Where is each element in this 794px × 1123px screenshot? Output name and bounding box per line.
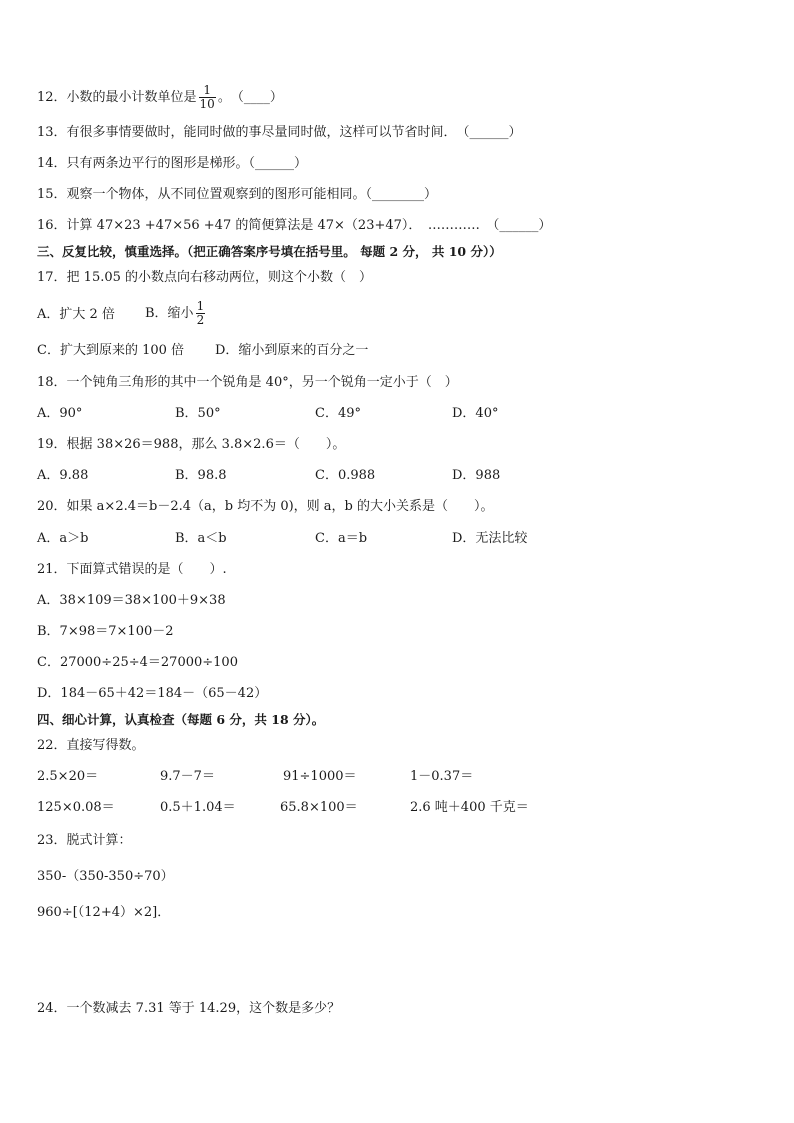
q19-option-a: A．9.88	[37, 468, 89, 483]
q19-option-d: D．988	[452, 468, 501, 483]
question-17-stem: 17．把 15.05 的小数点向右移动两位，则这个小数（ ）	[37, 270, 373, 285]
question-13: 13．有很多事情要做时，能同时做的事尽量同时做，这样可以节省时间． （______）	[37, 125, 522, 140]
q18-option-b: B．50°	[175, 406, 221, 421]
q20-option-c: C．a＝b	[315, 531, 368, 546]
q22-item: 0.5＋1.04＝	[160, 800, 236, 815]
question-15: 15．观察一个物体，从不同位置观察到的图形可能相同。（________）	[37, 187, 438, 202]
q18-option-d: D．40°	[452, 406, 499, 421]
fraction-one-tenth	[199, 84, 216, 111]
q12-prefix: 12．小数的最小计数单位是	[37, 90, 197, 105]
fraction-numerator: 1	[199, 84, 216, 98]
q22-item: 2.6 吨＋400 千克＝	[410, 800, 529, 815]
fraction-denominator: 2	[196, 313, 205, 327]
q18-option-a: A．90°	[37, 406, 83, 421]
question-24: 24．一个数减去 7.31 等于 14.29，这个数是多少？	[37, 1001, 341, 1016]
question-16: 16．计算 47×23 +47×56 +47 的简便算法是 47×（23+47）． ………… （______）	[37, 218, 552, 233]
question-20-stem: 20．如果 a×2.4＝b－2.4（a，b 均不为 0)，则 a，b 的大小关系是（ ）。	[37, 499, 494, 514]
q17-option-a: A．扩大 2 倍	[37, 307, 115, 322]
q22-item: 1－0.37＝	[410, 769, 474, 784]
q23-expression-2: 960÷[（12+4）×2]．	[37, 905, 171, 920]
q17-option-d: D．缩小到原来的百分之一	[215, 343, 369, 358]
section-4-heading: 四、细心计算，认真检查（每题 6 分，共 18 分）。	[37, 712, 325, 727]
q19-option-c: C．0.988	[315, 468, 376, 483]
q20-option-a: A．a＞b	[37, 531, 89, 546]
fraction-numerator: 1	[196, 299, 205, 313]
q19-option-b: B．98.8	[175, 468, 227, 483]
question-19-stem: 19．根据 38×26＝988，那么 3.8×2.6＝（ ）。	[37, 437, 346, 452]
question-14: 14．只有两条边平行的图形是梯形。（______）	[37, 156, 308, 171]
q12-suffix: 。 （____）	[217, 90, 283, 105]
question-22-stem: 22．直接写得数。	[37, 738, 145, 753]
q20-option-b: B．a＜b	[175, 531, 227, 546]
q21-option-b: B．7×98＝7×100－2	[37, 624, 174, 639]
q21-option-d: D．184－65＋42＝184－（65－42）	[37, 686, 268, 701]
section-3-heading: 三、反复比较，慎重选择。（把正确答案序号填在括号里。 每题 2 分， 共 10 分））	[37, 244, 502, 259]
question-21-stem: 21．下面算式错误的是（ ）.	[37, 562, 227, 577]
q22-item: 65.8×100＝	[280, 800, 358, 815]
q23-expression-1: 350-（350-350÷70）	[37, 869, 174, 884]
q22-item: 91÷1000＝	[283, 769, 357, 784]
question-23-stem: 23．脱式计算：	[37, 833, 132, 848]
fraction-denominator: 10	[199, 97, 215, 111]
fraction-one-half	[196, 300, 206, 327]
question-18-stem: 18．一个钝角三角形的其中一个锐角是 40°，另一个锐角一定小于（ ）	[37, 375, 458, 390]
q17-option-b	[145, 300, 207, 327]
q21-option-c: C．27000÷25÷4＝27000÷100	[37, 655, 238, 670]
q22-item: 9.7－7＝	[160, 769, 215, 784]
q20-option-d: D．无法比较	[452, 531, 528, 546]
q21-option-a: A．38×109＝38×100＋9×38	[37, 593, 226, 608]
q22-item: 2.5×20＝	[37, 769, 99, 784]
q22-item: 125×0.08＝	[37, 800, 115, 815]
q17-option-b-label: B．缩小	[145, 306, 194, 321]
q18-option-c: C．49°	[315, 406, 361, 421]
question-12	[37, 84, 283, 111]
q17-option-c: C．扩大到原来的 100 倍	[37, 343, 185, 358]
